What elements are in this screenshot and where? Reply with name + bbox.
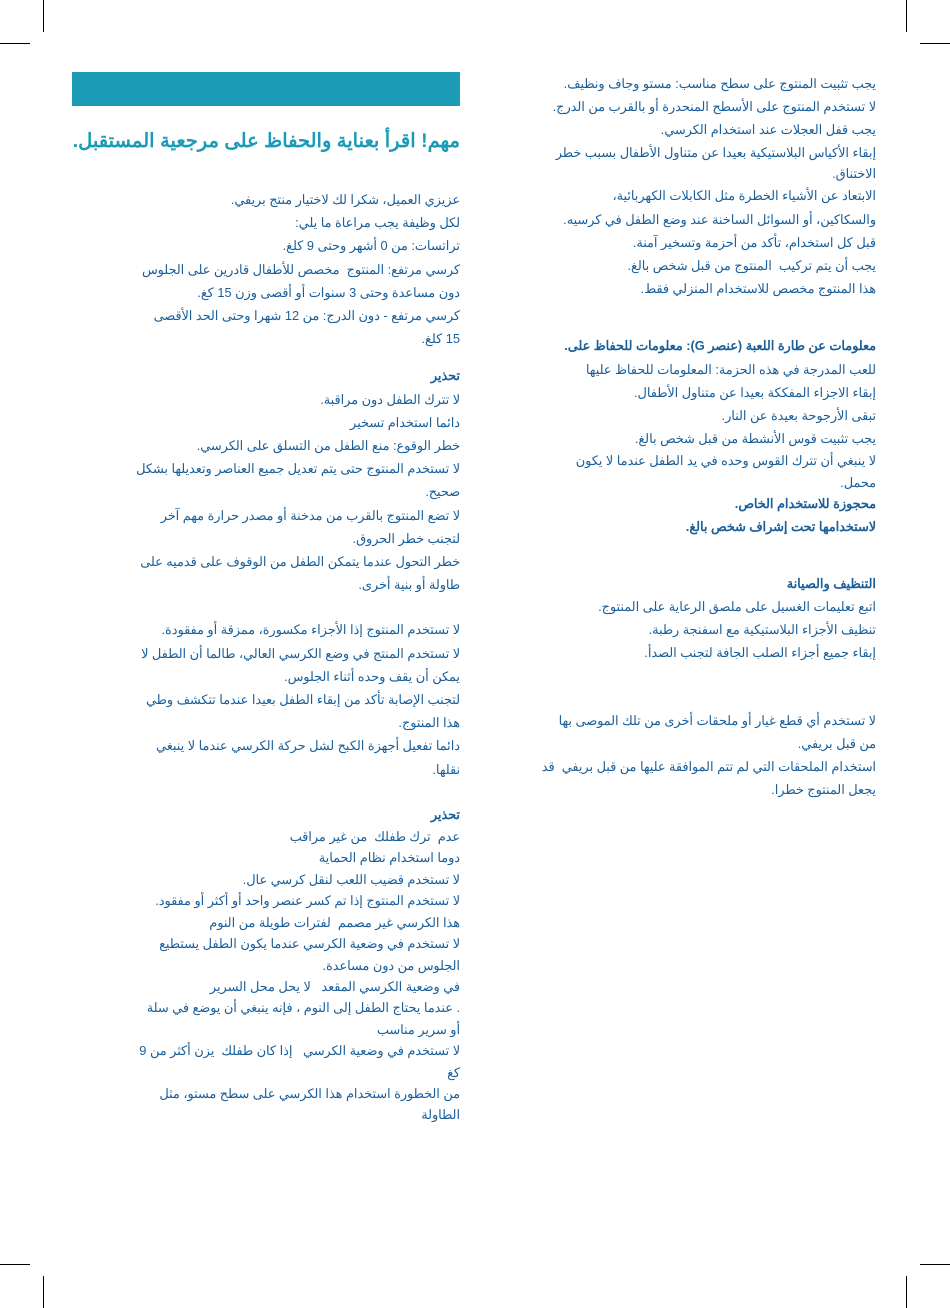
- warning-title: تحذير: [430, 368, 460, 384]
- warning-section: [72, 388, 460, 597]
- intro-line: عزيزي العميل، شكرا لك لاختيار منتج بريفي.: [230, 192, 460, 207]
- toy-line: محمل.: [840, 474, 876, 490]
- warning-line: . عندما يحتاج الطفل إلى النوم ، فإنه ينبغي أن يوضع في سلة: [146, 1000, 460, 1016]
- warning-line: في وضعية الكرسي المقعد لا يحل محل السرير: [209, 978, 460, 994]
- safety-line: هذا المنتوج مخصص للاستخدام المنزلي فقط.: [640, 281, 876, 297]
- crop-mark: [0, 1264, 30, 1265]
- crop-mark: [43, 1276, 44, 1308]
- warning-line: خطر الوقوع: منع الطفل من التسلق على الكرسي.: [196, 438, 460, 454]
- toy-line: تبقى الأرجوحة بعيدة عن النار.: [721, 408, 876, 424]
- cleaning-section: [540, 595, 876, 665]
- warning-line: لا تضع المنتوج بالقرب من مدخنة أو مصدر حرارة مهم آخر: [160, 507, 460, 523]
- intro-line: دون مساعدة وحتى 3 سنوات أو أقصى وزن 15 كغ.: [197, 284, 460, 300]
- accessories-line: يجعل المنتوج خطرا.: [771, 782, 876, 798]
- warning-line: كغ: [447, 1064, 460, 1080]
- intro-section: [72, 188, 460, 350]
- warning-line: لا تستخدم المنتوج إذا الأجزاء مكسورة، ممزقة أو مفقودة.: [161, 622, 460, 638]
- crop-mark: [906, 1276, 907, 1308]
- safety-line: يجب تثبيت المنتوج على سطح مناسب: مستو وجاف ونظيف.: [563, 76, 876, 91]
- warning-line: الطاولة: [421, 1107, 460, 1123]
- cleaning-line: تنظيف الأجزاء البلاستيكية مع اسفنجة رطبة.: [648, 622, 876, 638]
- warning-line: نقلها.: [432, 761, 460, 777]
- safety-line: إبقاء الأكياس البلاستيكية بعيدا عن متناول الأطفال بسبب خطر: [555, 144, 876, 160]
- safety-line: الاختناق.: [832, 166, 876, 182]
- warning-line: لا تستخدم المنتوج إذا تم كسر عنصر واحد أو أكثر أو مفقود.: [155, 893, 460, 909]
- warning-line: الجلوس من دون مساعدة.: [322, 957, 460, 973]
- accessories-line: لا تستخدم أي قطع غيار أو ملحقات أخرى من تلك الموصى بها: [558, 712, 876, 728]
- left-column: [72, 72, 460, 1126]
- warning-line: دائما تفعيل أجهزة الكبح لشل حركة الكرسي عندما لا ينبغي: [156, 738, 460, 754]
- cleaning-section-title: التنظيف والصيانة: [786, 575, 876, 591]
- warning-section: [72, 826, 460, 1126]
- warning-line: لتجنب خطر الحروق.: [352, 530, 460, 546]
- warning-line: هذا المنتوج.: [398, 715, 460, 731]
- warning-line: يمكن أن يقف وحده أثناء الجلوس.: [284, 668, 460, 684]
- accessories-section: [540, 709, 876, 802]
- crop-mark: [906, 0, 907, 32]
- warning-line: لا تترك الطفل دون مراقبة.: [320, 391, 460, 407]
- crop-mark: [0, 43, 30, 44]
- toy-section: [540, 358, 876, 538]
- toy-section-title: معلومات عن طارة اللعبة (عنصر G): معلومات للحفاظ على.: [564, 338, 876, 354]
- warning-section: [72, 618, 460, 780]
- warning-line: دوما استخدام نظام الحماية: [318, 850, 460, 866]
- toy-bold-line: محجوزة للاستخدام الخاص.: [734, 496, 876, 512]
- crop-mark: [920, 43, 950, 44]
- toy-line: يجب تثبيت قوس الأنشطة من قبل شخص بالغ.: [634, 431, 876, 447]
- right-column: [540, 72, 876, 802]
- warning-line: لا تستخدم المنتج في وضع الكرسي العالي، طالما أن الطفل لا: [141, 645, 460, 661]
- accessories-line: استخدام الملحقات التي لم تتم الموافقة عليها من قبل بريفي قد: [541, 759, 876, 775]
- warning-line: لا تستخدم في وضعية الكرسي عندما يكون الطفل يستطيع: [159, 936, 460, 952]
- warning-line: دائما استخدام تسخير: [350, 414, 460, 430]
- safety-line: قبل كل استخدام، تأكد من أحزمة وتسخير آمنة.: [632, 234, 876, 250]
- warning-line: لا تستخدم قضيب اللعب لنقل كرسي عال.: [242, 871, 460, 887]
- warning-line: من الخطورة استخدام هذا الكرسي على سطح مستو، مثل: [159, 1085, 460, 1101]
- toy-line: للعب المدرجة في هذه الحزمة: المعلومات للحفاظ عليها: [585, 361, 876, 377]
- cleaning-line: إبقاء جميع أجزاء الصلب الجافة لتجنب الصدأ.: [644, 645, 876, 661]
- warning-line: خطر التحول عندما يتمكن الطفل من الوقوف على قدميه على: [140, 554, 460, 570]
- intro-line: كرسي مرتفع - دون الدرج: من 12 شهرا وحتى الحد الأقصى: [153, 308, 460, 324]
- toy-line: لا ينبغي أن تترك القوس وحده في يد الطفل عندما لا يكون: [575, 453, 876, 469]
- intro-line: 15 كلغ.: [421, 331, 460, 347]
- warning-line: أو سرير مناسب: [376, 1021, 460, 1037]
- intro-line: تراتسات: من 0 أشهر وحتى 9 كلغ.: [282, 238, 460, 254]
- safety-section: [540, 72, 876, 300]
- warning-line: هذا الكرسي غير مصمم لفترات طويلة من النوم: [209, 914, 460, 930]
- safety-line: والسكاكين، أو السوائل الساخنة عند وضع الطفل في كرسيه.: [563, 211, 876, 227]
- toy-bold-line: لاستخدامها تحت إشراف شخص بالغ.: [685, 518, 876, 534]
- safety-line: يجب قفل العجلات عند استخدام الكرسي.: [660, 122, 876, 138]
- safety-line: الابتعاد عن الأشياء الخطرة مثل الكابلات الكهربائية،: [612, 188, 876, 204]
- accessories-line: من قبل بريفي.: [797, 735, 876, 751]
- safety-line: لا تستخدم المنتوج على الأسطح المنحدرة أو بالقرب من الدرج.: [552, 99, 876, 115]
- safety-line: يجب أن يتم تركيب المنتوج من قبل شخص بالغ.: [627, 258, 876, 274]
- warning-title: تحذير: [430, 806, 460, 822]
- warning-line: لا تستخدم في وضعية الكرسي إذا كان طفلك يزن أكثر من 9: [139, 1043, 460, 1059]
- header-banner: [72, 72, 460, 106]
- warning-line: عدم ترك طفلك من غير مراقب: [289, 829, 460, 845]
- crop-mark: [920, 1264, 950, 1265]
- cleaning-line: اتبع تعليمات الغسيل على ملصق الرعاية على المنتوج.: [598, 599, 876, 615]
- intro-line: كرسي مرتفع: المنتوج مخصص للأطفال قادرين على الجلوس: [142, 261, 460, 277]
- toy-line: إبقاء الاجزاء المفككة بعيدا عن متناول الأطفال.: [633, 384, 876, 400]
- warning-line: لتجنب الإصابة تأكد من إبقاء الطفل بعيدا عندما تتكشف وطي: [146, 692, 460, 708]
- warning-line: طاولة أو بنية أخرى.: [358, 577, 460, 593]
- warning-line: لا تستخدم المنتوج حتى يتم تعديل جميع العناصر وتعديلها بشكل: [136, 461, 460, 477]
- page-title: مهم! اقرأ بعناية والحفاظ على مرجعية المستقبل.: [72, 130, 460, 152]
- intro-line: لكل وظيفة يجب مراعاة ما يلي:: [295, 215, 460, 231]
- warning-line: صحيح.: [425, 484, 460, 500]
- crop-mark: [43, 0, 44, 32]
